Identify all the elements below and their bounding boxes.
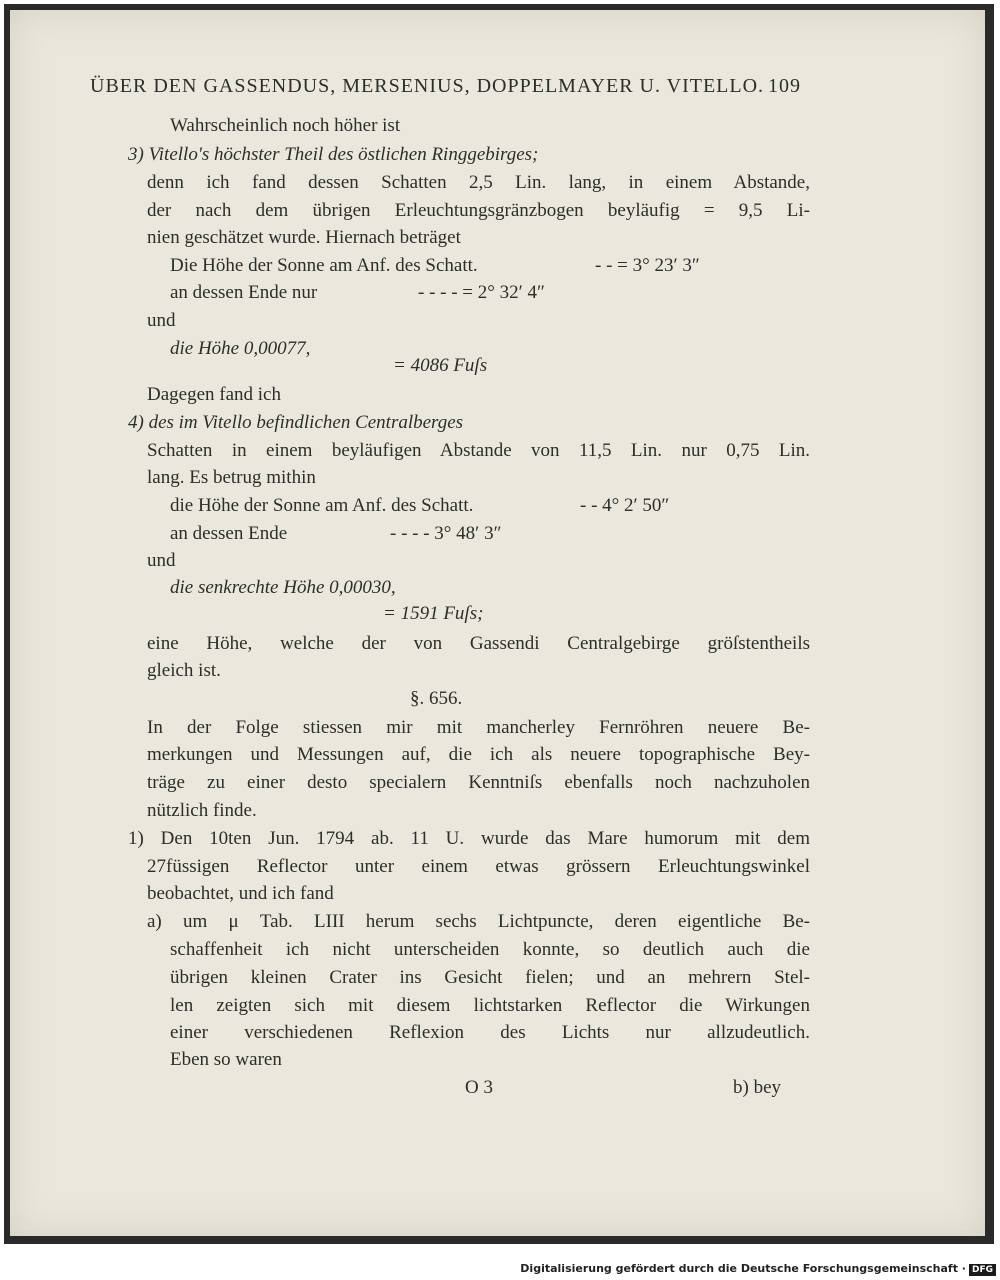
- text-line: die Höhe 0,00077,: [170, 338, 311, 359]
- text-line: einer verschiedenen Reflexion des Lichts nur allzudeutlich.: [170, 1022, 810, 1043]
- text-line: nützlich finde.: [147, 800, 257, 821]
- text-line: len zeigten sich mit diesem lichtstarken Reflector die Wirkungen: [170, 995, 810, 1016]
- text-line: In der Folge stiessen mir mit mancherley Fernröhren neuere Be-: [147, 717, 810, 738]
- running-head: ÜBER DEN GASSENDUS, MERSENIUS, DOPPELMAYER U. VITELLO.: [90, 75, 765, 97]
- text-line: Schatten in einem beyläufigen Abstande von 11,5 Lin. nur 0,75 Lin.: [147, 440, 810, 461]
- text-line: Die Höhe der Sonne am Anf. des Schatt.: [170, 255, 478, 276]
- book-page: [10, 10, 985, 1236]
- text-line: und: [147, 310, 176, 331]
- text-line: a) um μ Tab. LIII herum sechs Lichtpuncte, deren eigentliche Be-: [147, 911, 810, 932]
- signature-mark: O 3: [465, 1077, 493, 1098]
- text-line: - - 4° 2′ 50″: [580, 495, 670, 516]
- text-line: nien geschätzet wurde. Hiernach beträget: [147, 227, 461, 248]
- text-line: merkungen und Messungen auf, die ich als neuere topographische Bey-: [147, 744, 810, 765]
- text-line: Dagegen fand ich: [147, 384, 281, 405]
- text-line: beobachtet, und ich fand: [147, 883, 334, 904]
- text-line: träge zu einer desto specialern Kenntniſs ebenfalls noch nachzuholen: [147, 772, 810, 793]
- text-line: Wahrscheinlich noch höher ist: [170, 115, 401, 136]
- text-line: - - = 3° 23′ 3″: [595, 255, 700, 276]
- text-line: - - - - 3° 48′ 3″: [390, 523, 502, 544]
- text-line: die senkrechte Höhe 0,00030,: [170, 577, 396, 598]
- text-line: die Höhe der Sonne am Anf. des Schatt.: [170, 495, 474, 516]
- dfg-credit: Digitalisierung gefördert durch die Deutsche Forschungsgemeinschaft · DFG: [520, 1262, 996, 1276]
- section-number: §. 656.: [410, 688, 463, 709]
- text-line: an dessen Ende: [170, 523, 288, 544]
- text-line: schaffenheit ich nicht unterscheiden konnte, so deutlich auch die: [170, 939, 810, 960]
- text-line: denn ich fand dessen Schatten 2,5 Lin. lang, in einem Abstande,: [147, 172, 810, 193]
- text-line: an dessen Ende nur: [170, 282, 318, 303]
- text-line: = 4086 Fuſs: [393, 355, 488, 376]
- text-line: 3) Vitello's höchster Theil des östlichen Ringgebirges;: [128, 144, 539, 165]
- text-line: - - - - = 2° 32′ 4″: [418, 282, 545, 303]
- text-line: 27füssigen Reflector unter einem etwas grössern Erleuchtungswinkel: [147, 856, 810, 877]
- page-number: 109: [768, 75, 801, 97]
- text-line: lang. Es betrug mithin: [147, 467, 316, 488]
- text-line: und: [147, 550, 176, 571]
- text-line: = 1591 Fuſs;: [383, 603, 484, 624]
- text-line: 4) des im Vitello befindlichen Centralberges: [128, 412, 464, 433]
- catchword: b) bey: [733, 1077, 782, 1098]
- text-line: übrigen kleinen Crater ins Gesicht fielen; und an mehrern Stel-: [170, 967, 810, 988]
- text-line: der nach dem übrigen Erleuchtungsgränzbogen beyläufig = 9,5 Li-: [147, 200, 810, 221]
- credit-text: Digitalisierung gefördert durch die Deutsche Forschungsgemeinschaft: [520, 1262, 958, 1275]
- text-line: eine Höhe, welche der von Gassendi Centralgebirge gröſstentheils: [147, 633, 810, 654]
- text-line: 1) Den 10ten Jun. 1794 ab. 11 U. wurde das Mare humorum mit dem: [128, 828, 810, 849]
- text-line: Eben so waren: [170, 1049, 282, 1070]
- text-line: gleich ist.: [147, 660, 221, 681]
- dfg-logo: DFG: [969, 1264, 996, 1276]
